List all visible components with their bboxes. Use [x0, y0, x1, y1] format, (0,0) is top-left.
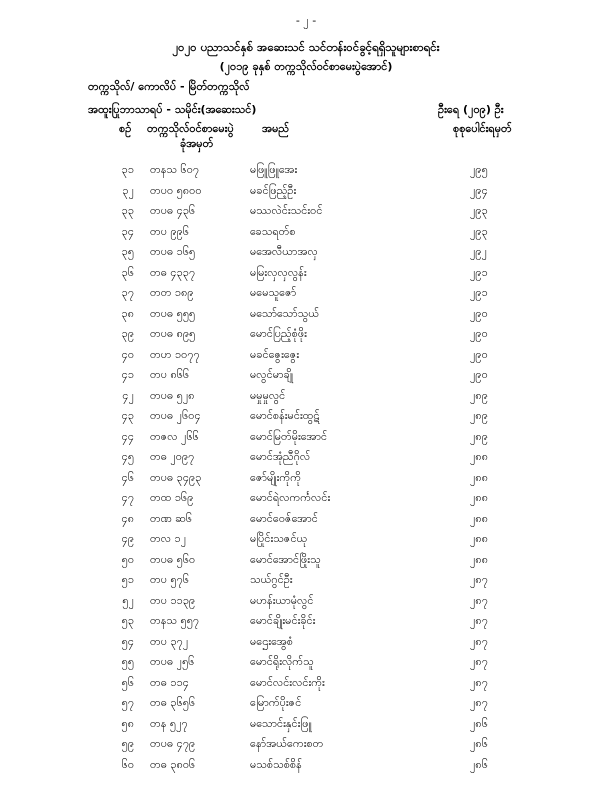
roll-number: တဓ ၁၁၄: [150, 675, 189, 689]
student-name: မောင်အုံညီဂိုလ်: [250, 450, 311, 463]
table-row: [0, 696, 612, 717]
roll-number: တတ ၁၈၉: [150, 286, 194, 299]
student-name: မောင်ရဲလကင်္ကလင်း: [250, 491, 331, 504]
row-number: ၃၆: [121, 265, 134, 279]
student-name: မောင်ပြည့်စုံဖိုး: [250, 327, 307, 340]
row-number: ၃၅: [121, 245, 134, 258]
roll-number: တဟ ၁၀၇၇: [150, 347, 200, 361]
roll-number: တပဓ ၃၄၉၃: [150, 470, 202, 484]
student-name: မသောင်းနှင်းဖြူ: [250, 716, 312, 730]
row-number: ၃၈: [121, 306, 134, 320]
row-number: ၄၁: [121, 368, 134, 381]
row-number: ၄၆: [121, 470, 134, 484]
table-row: [0, 184, 612, 205]
table-row: [0, 512, 612, 533]
table-row: [0, 163, 612, 184]
total-marks: ၂၉၂: [470, 245, 487, 258]
student-name: မောင်မြတ်မိုးအောင်: [250, 429, 328, 443]
table-row: [0, 471, 612, 492]
student-name: မသစ်သစ်စိန်: [250, 757, 302, 771]
roll-number: တပဓ ၅၅၅: [150, 306, 196, 320]
total-marks: ၂၈၈: [470, 552, 488, 566]
roll-number: တနသ ၆၀၇: [150, 163, 200, 176]
student-name: နော်အယ်ကေးစတ: [250, 737, 324, 750]
total-marks: ၂၈၆: [470, 737, 488, 750]
table-row: [0, 225, 612, 246]
roll-number: တဓ ၃၈၀၆: [150, 757, 196, 771]
student-name: မောင်လင်းလင်းကိုး: [250, 675, 325, 689]
row-number: ၃၄: [121, 224, 134, 238]
row-number: ၃၂: [122, 183, 134, 197]
total-marks: ၂၉၃: [470, 224, 488, 238]
total-marks: ၂၉၅: [470, 163, 488, 176]
row-number: ၄၅: [121, 450, 134, 463]
student-name: မသော်သော်သွယ်: [250, 306, 319, 320]
row-number: ၃၉: [121, 327, 134, 340]
roll-number: တပ ၉၉၆: [150, 224, 190, 238]
student-name: မခင်ဖြည့်ဦး: [250, 183, 297, 197]
document-title: ၂၀၂၀ ပညာသင်နှစ် အဆေးသင် သင်တန်းဝင်ခွင့်ရရှိသူများစာရင်း: [172, 40, 440, 54]
table-row: [0, 307, 612, 328]
total-marks: ၂၈၇: [470, 655, 488, 668]
table-row: [0, 676, 612, 697]
total-marks: ၂၈၉: [470, 429, 488, 443]
total-marks: ၂၉၄: [470, 183, 488, 197]
total-marks: ၂၉၀: [470, 306, 488, 320]
roll-number: တန ၅၂၇: [150, 716, 188, 730]
roll-number: တပဓ ၄၃၆: [150, 204, 196, 217]
total-marks: ၂၉၀: [470, 327, 488, 340]
table-row: [0, 368, 612, 389]
roll-number: တပ ၅၇၆: [150, 573, 190, 586]
total-marks: ၂၈၈: [470, 450, 488, 463]
roll-number: တဓ ၃၆၅၆: [150, 696, 196, 709]
total-marks: ၂၈၈: [470, 511, 488, 525]
roll-number: တပဓ ၄၇၉: [150, 737, 196, 750]
column-header-marks: စုစုပေါင်းရမှတ်: [453, 122, 512, 135]
subject-label: အထူးပြုဘာသာရပ် - သမိုင်း(အဆေးသင်): [88, 103, 257, 116]
roll-number: တဓ ၄၃၃၇: [150, 265, 196, 279]
student-name: မဿလဲင်းသင်းဝင်: [250, 204, 323, 217]
student-name: မဟန်းယာမုံလွင်: [250, 593, 314, 607]
student-name: မောင်အောင်ဖြိုးသူ: [250, 552, 321, 566]
row-number: ၅၄: [121, 634, 134, 648]
student-name: မပြိုင်းသဇင်ယု: [250, 532, 308, 545]
student-name: မမှုမှုလွင်: [250, 388, 286, 402]
university-label: တက္ကသိုလ်/ ကောလိပ် - မြိတ်တက္ကသိုလ်: [88, 80, 250, 93]
total-marks: ၂၈၇: [470, 593, 488, 607]
roll-number: တဓ ၂၀၉၇: [150, 450, 195, 463]
row-number: ၄၂: [122, 388, 134, 402]
student-count: ဦးရေ (၂၀၉) ဦး: [438, 103, 504, 116]
student-name: မဖြူဖြူအေး: [250, 163, 298, 176]
row-number: ၄၈: [121, 511, 134, 525]
student-name: သယ်ဂွင်ဦး: [250, 573, 293, 586]
roll-number: တပဓ ၅၂၈: [150, 388, 195, 402]
roll-number: တပဓ ၅၆၀: [150, 552, 196, 566]
student-name: မြောက်ပိုးဇင်: [250, 696, 302, 709]
table-row: [0, 491, 612, 512]
total-marks: ၂၉၃: [470, 204, 488, 217]
table-row: [0, 389, 612, 410]
table-row: [0, 450, 612, 471]
total-marks: ၂၈၇: [470, 634, 488, 648]
row-number: ၃၇: [121, 286, 134, 299]
total-marks: ၂၈၉: [470, 388, 488, 402]
table-row: [0, 204, 612, 225]
roll-number: တပဓ ၂၆၀၄: [150, 409, 201, 422]
total-marks: ၂၉၁: [470, 286, 488, 299]
row-number: ၅၅: [121, 655, 134, 668]
roll-number: တပဓ ၈၉၅: [150, 327, 196, 340]
roll-number: တပဝ ၅၈၀၀: [150, 183, 202, 197]
total-marks: ၂၈၇: [470, 573, 488, 586]
student-name: မမြးလှလှလွန်း: [250, 265, 307, 279]
total-marks: ၂၈၇: [470, 614, 488, 627]
roll-number: တပဓ ၂၅၆: [150, 655, 195, 668]
table-row: [0, 532, 612, 553]
student-name: မောင်ဝေဇ်အောင်: [250, 511, 318, 525]
student-name: ခေသရတ်စ: [250, 224, 296, 238]
row-number: ၆၀: [121, 757, 134, 771]
row-number: ၅၉: [121, 737, 134, 750]
roll-number: တလ ၁၂: [150, 532, 187, 545]
table-row: [0, 594, 612, 615]
total-marks: ၂၈၆: [470, 757, 488, 771]
total-marks: ၂၉၁: [470, 265, 488, 279]
student-name: မောင်ရိုးလိုက်သူ: [250, 655, 314, 668]
roll-number: တပဓ ၁၆၅: [150, 245, 196, 258]
student-name: ဇော်မျိုးကိုကို: [250, 470, 301, 484]
table-row: [0, 737, 612, 758]
student-name: မအေလီယာအလှ: [250, 245, 318, 258]
row-number: ၅၇: [121, 696, 134, 709]
row-number: ၄၄: [121, 429, 134, 443]
total-marks: ၂၈၈: [470, 532, 488, 545]
total-marks: ၂၈၈: [470, 491, 488, 504]
column-header-roll-sub: ခုံအမှတ်: [180, 137, 214, 150]
row-number: ၃၃: [121, 204, 134, 217]
table-row: [0, 430, 612, 451]
total-marks: ၂၈၆: [470, 716, 488, 730]
student-name: မောင်ချိုးမင်းခိုင်း: [250, 614, 316, 627]
row-number: ၃၁: [121, 163, 134, 176]
column-header-name: အမည်: [262, 122, 290, 135]
total-marks: ၂၈၇: [470, 675, 488, 689]
table-row: [0, 717, 612, 738]
roll-number: တပ ၃၇၂: [150, 634, 189, 648]
table-row: [0, 348, 612, 369]
row-number: ၅၆: [121, 675, 134, 689]
row-number: ၄၉: [121, 532, 134, 545]
column-header-no: စဉ်: [119, 122, 132, 135]
row-number: ၅၂: [122, 593, 134, 607]
student-name: မလွင်မာချို: [250, 368, 294, 381]
roll-number: တပ ၈၆၆: [150, 368, 190, 381]
total-marks: ၂၈၈: [470, 470, 488, 484]
table-row: [0, 655, 612, 676]
row-number: ၄၇: [121, 491, 134, 504]
row-number: ၄၀: [121, 347, 134, 361]
row-number: ၅၀: [121, 552, 134, 566]
table-row: [0, 266, 612, 287]
results-table: [0, 163, 612, 778]
roll-number: တဇလ ၂၆၆: [150, 429, 199, 443]
total-marks: ၂၈၇: [470, 696, 488, 709]
table-row: [0, 286, 612, 307]
student-name: မဌေးအွေစံ: [250, 634, 293, 648]
table-row: [0, 327, 612, 348]
total-marks: ၂၉၀: [470, 347, 488, 361]
row-number: ၅၃: [121, 614, 134, 627]
roll-number: တပ ၁၁၃၉: [150, 593, 196, 607]
row-number: ၅၈: [121, 716, 134, 730]
roll-number: တဏ ဆ၆: [150, 511, 193, 525]
roll-number: တနသ ၅၅၇: [150, 614, 200, 627]
student-name: မခင်ဇွေးဇွေး: [250, 347, 300, 361]
row-number: ၄၃: [121, 409, 134, 422]
student-name: မောင်စန်းမင်းထွဋ်: [250, 409, 320, 422]
table-row: [0, 614, 612, 635]
table-row: [0, 573, 612, 594]
table-row: [0, 245, 612, 266]
student-name: မမေသူဇော်: [250, 286, 297, 299]
total-marks: ၂၈၉: [470, 409, 488, 422]
table-row: [0, 635, 612, 656]
table-row: [0, 553, 612, 574]
document-subtitle: (၂၀၁၉ ခုနှစ် တက္ကသိုလ်ဝင်စာမေးပွဲအောင်): [219, 60, 393, 73]
total-marks: ၂၉၀: [470, 368, 488, 381]
column-header-roll: တက္ကသိုလ်ဝင်စာမေးပွဲ: [147, 122, 234, 135]
table-row: [0, 758, 612, 779]
roll-number: တထ ၁၆၉: [150, 491, 194, 504]
table-row: [0, 409, 612, 430]
row-number: ၅၁: [121, 573, 134, 586]
page-number: - ၂ -: [295, 14, 317, 27]
